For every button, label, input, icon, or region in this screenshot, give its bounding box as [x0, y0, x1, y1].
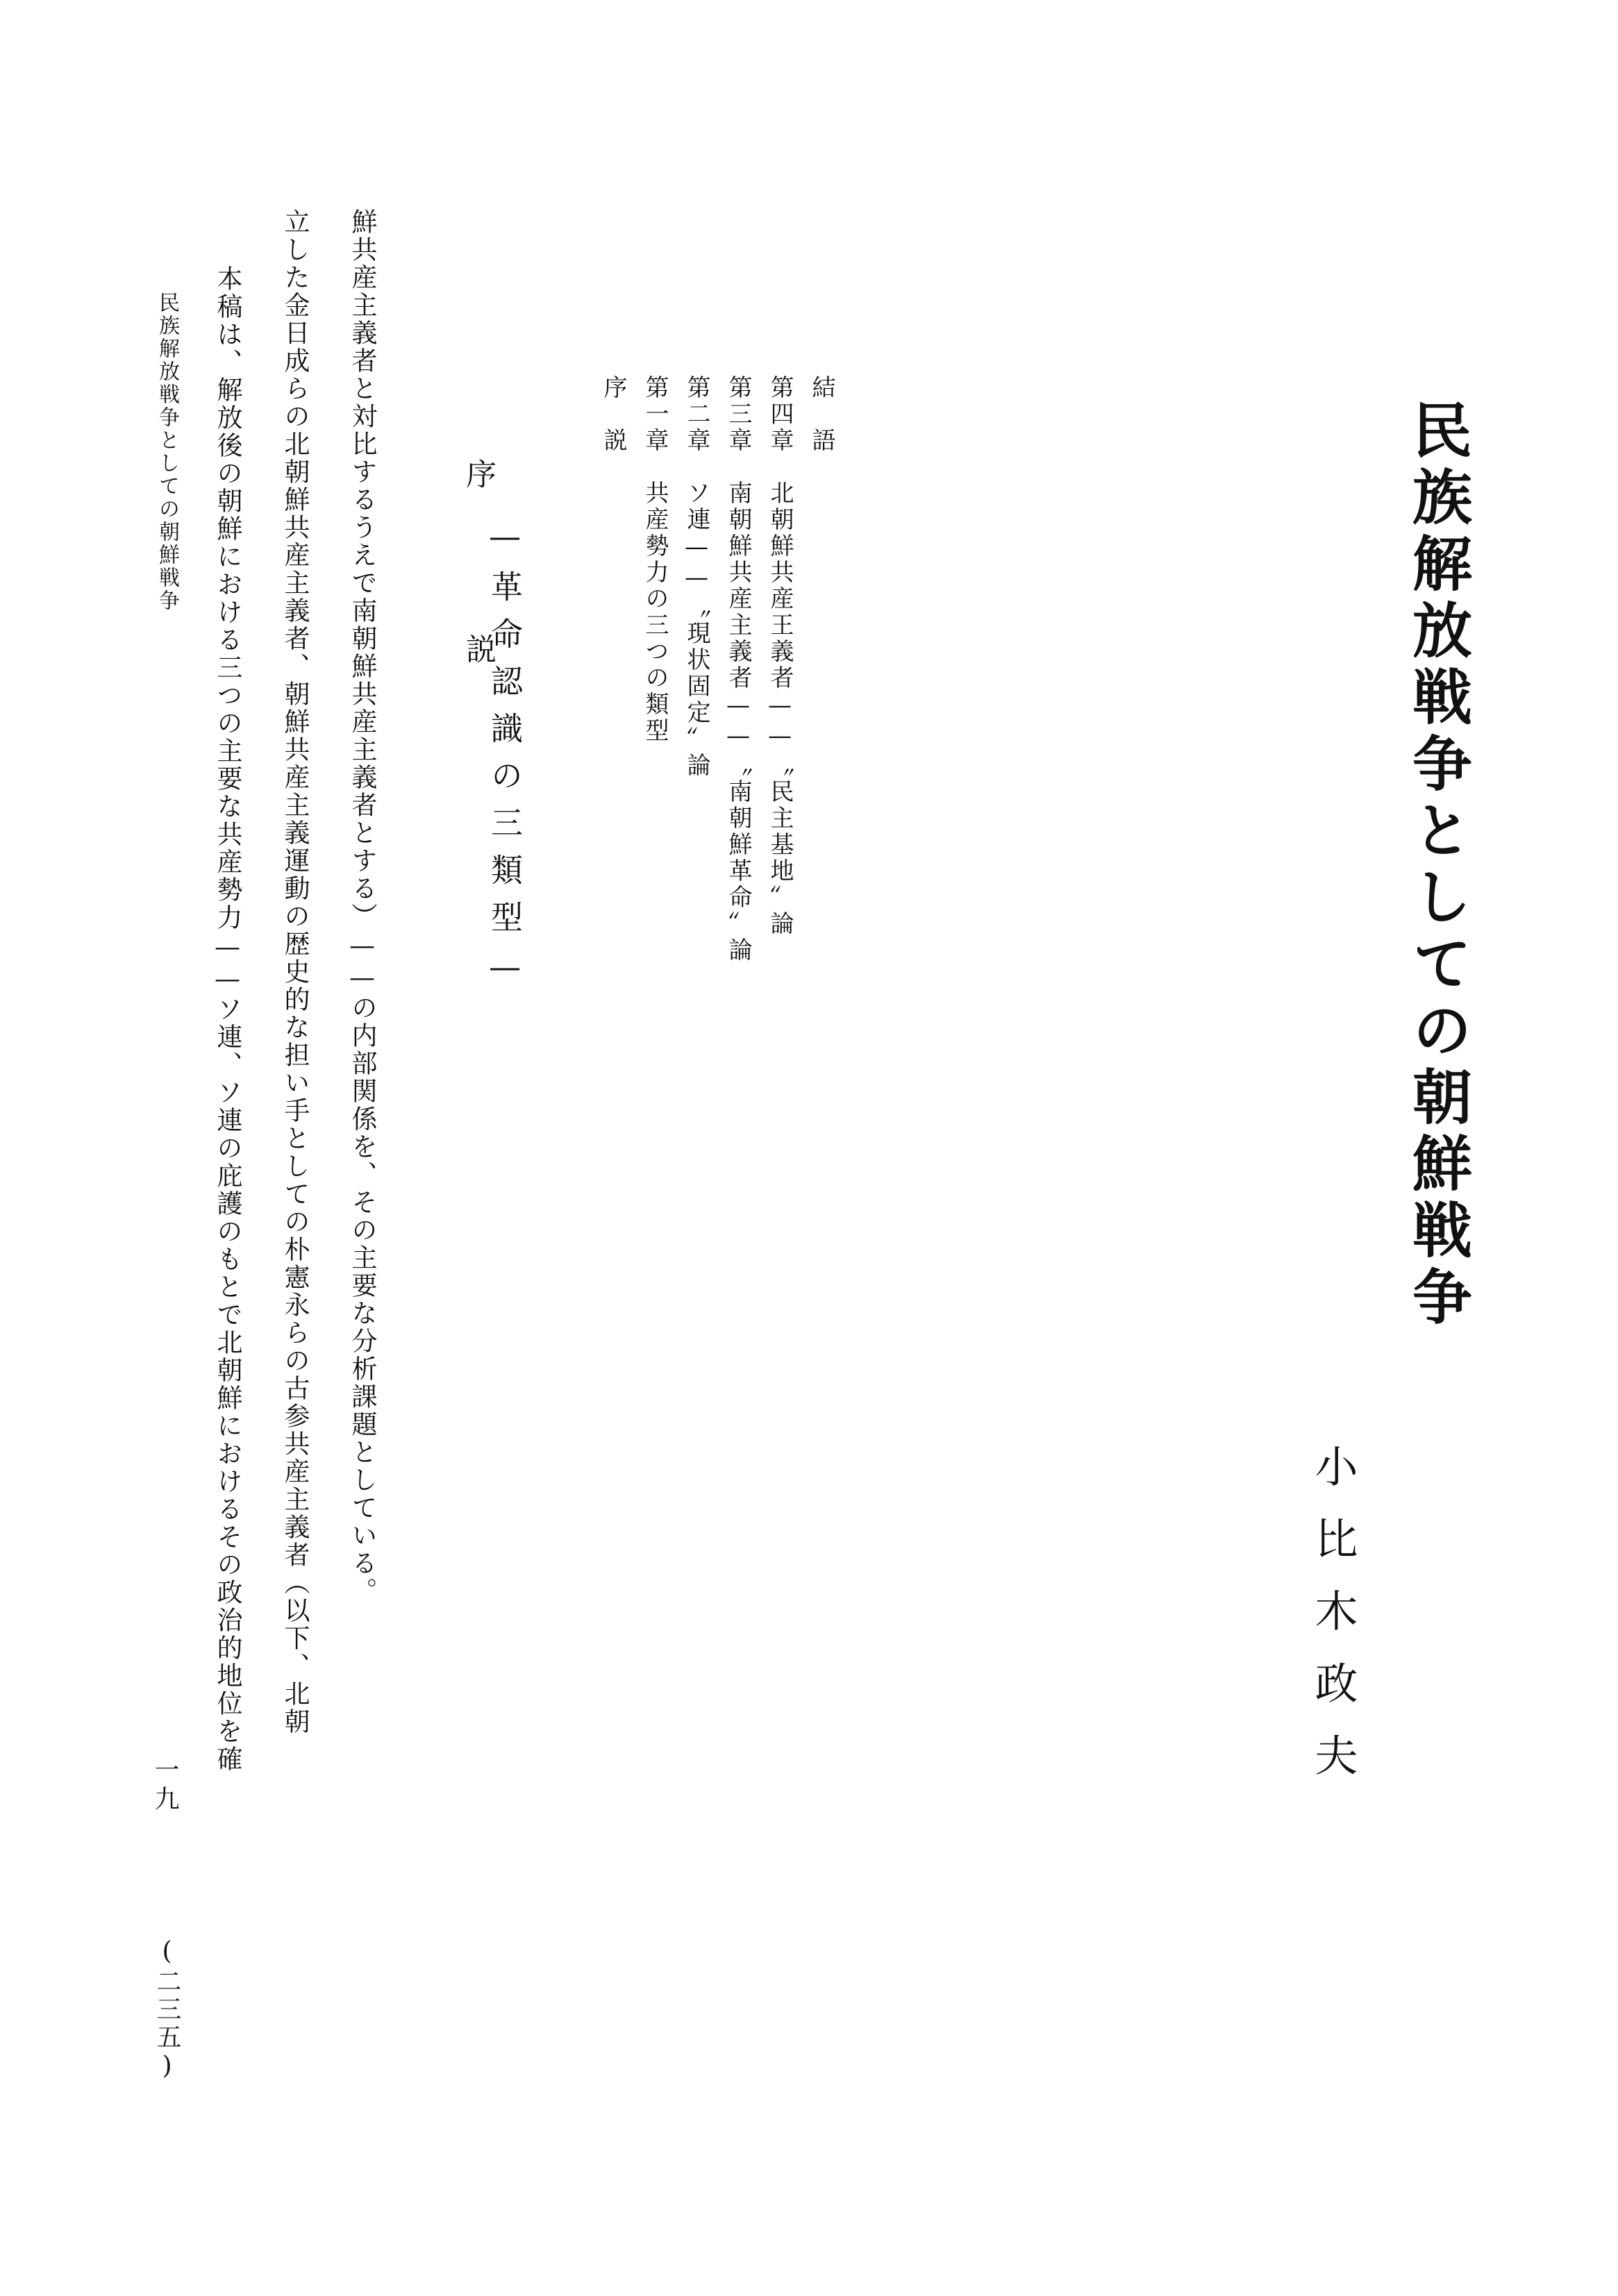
- toc-item-4: 第四章 北朝鮮共産王義者——〝民主基地〟論: [766, 375, 794, 937]
- body-line-1: 立した金日成らの北朝鮮共産主義者、朝鮮共産主義運動の歴史的な担い手としての朴憲永らの古参共産主義者（以下、北朝: [280, 208, 310, 1736]
- section-heading: 序 説: [460, 458, 496, 692]
- page-title: 民族解放戦争としての朝鮮戦争: [1402, 399, 1472, 1332]
- page-subtitle: —革命認識の三類型—: [486, 517, 524, 1000]
- body-line-2: 鮮共産主義者と対比するうえで南朝鮮共産主義者とする）——の内部関係を、その主要な分析課題としている。: [347, 208, 377, 1605]
- toc-item-0: 序 説: [599, 375, 627, 454]
- table-of-contents: [583, 375, 833, 1250]
- page-number: 一九: [151, 1757, 179, 1815]
- body-line-0: 本稿は、解放後の朝鮮における三つの主要な共産勢力——ソ連、ソ連の庇護のもとで北朝鮮におけるその政治的地位を確: [212, 237, 242, 1773]
- running-head: 民族解放戦争としての朝鮮戦争: [155, 292, 179, 612]
- toc-item-3: 第三章 南朝鮮共産主義者——〝南朝鮮革命〟論: [724, 375, 752, 964]
- toc-item-1: 第一章 共産勢力の三つの類型: [641, 375, 669, 744]
- body-text: [173, 208, 375, 2034]
- toc-item-2: 第二章 ソ連——〝現状固定〟論: [683, 375, 710, 779]
- toc-item-5: 結 語: [808, 375, 835, 454]
- page-number-alternate: (二三五): [153, 1937, 181, 2083]
- author-name: 小比木政夫: [1308, 1444, 1358, 1805]
